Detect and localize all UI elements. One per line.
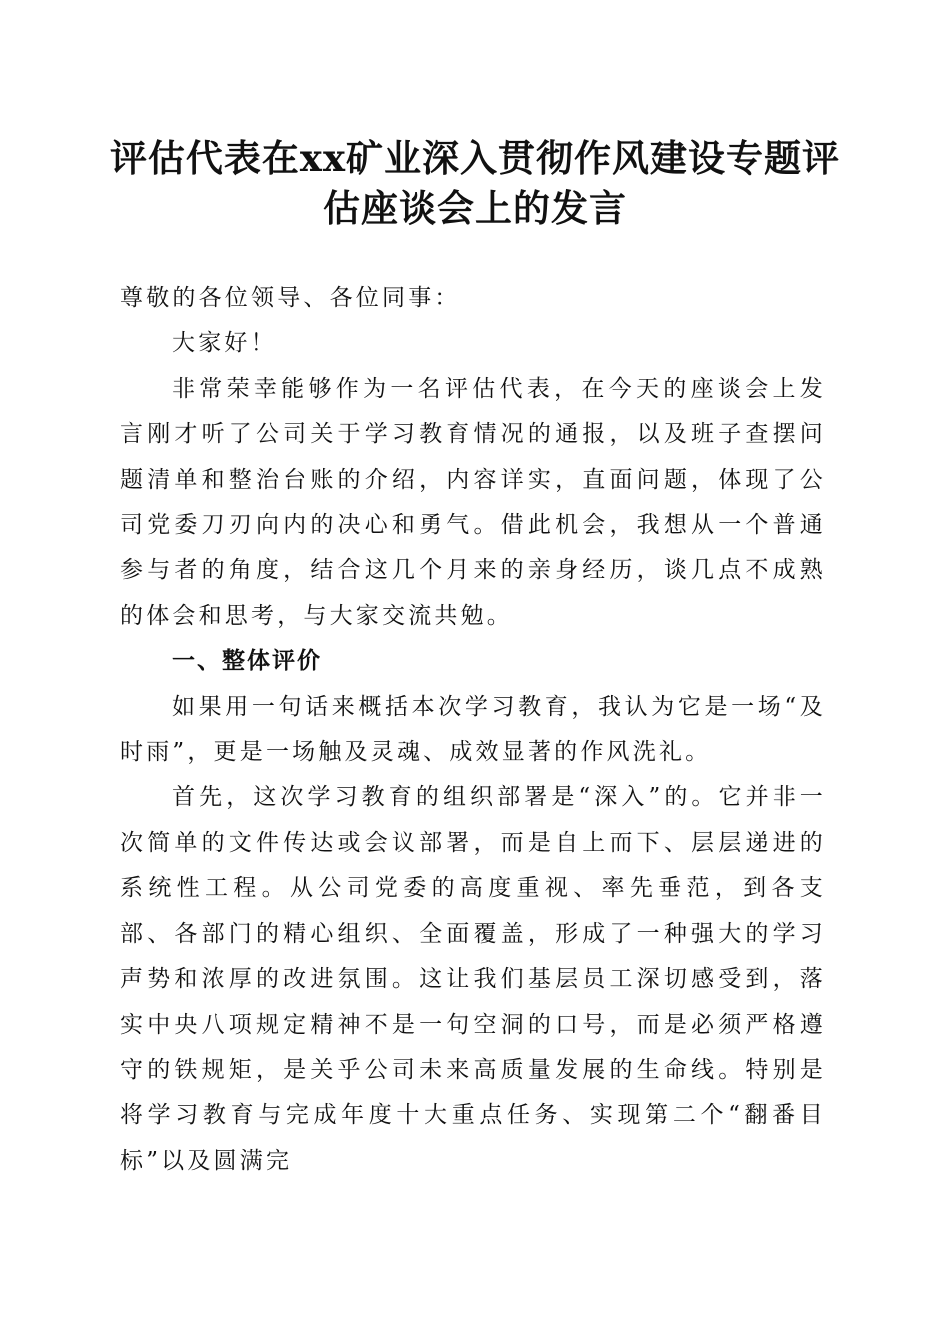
greeting: 大家好！ [172,330,277,357]
paragraph-intro: 非常荣幸能够作为一名评估代表，在今天的座谈会上发言刚才听了公司关于学习教育情况的通报，以及班子查摆问题清单和整治台账的介绍，内容详实，直面问题，体现了公司党委刀刃向内的决心和勇气。借此机会，我想从一个普通参与者的角度，结合这几个月来的亲身经历，谈几点不成熟的体会和思考，与大家交流共勉。 [120,375,826,629]
salutation: 尊敬的各位领导、各位同事： [120,285,461,311]
document-title: 评估代表在xx矿业深入贯彻作风建设专题评估座谈会上的发言 [109,136,841,230]
paragraph-summary: 如果用一句话来概括本次学习教育，我认为它是一场“及时雨”，更是一场触及灵魂、成效显著的作风洗礼。 [120,693,826,766]
section-heading: 一、整体评价 [172,648,322,675]
paragraph-first-point: 首先，这次学习教育的组织部署是“深入”的。它并非一次简单的文件传达或会议部署，而是自上而下、层层递进的系统性工程。从公司党委的高度重视、率先垂范，到各支部、各部门的精心组织、全面覆盖，形成了一种强大的学习声势和浓厚的改进氛围。这让我们基层员工深切感受到，落实中央八项规定精神不是一句空洞的口号，而是必须严格遵守的铁规矩，是关乎公司未来高质量发展的生命线。特别是将学习教育与完成年度十大重点任务、实现第二个“翻番目标”以及圆满完 [120,784,826,1174]
document-body [120,276,826,1184]
